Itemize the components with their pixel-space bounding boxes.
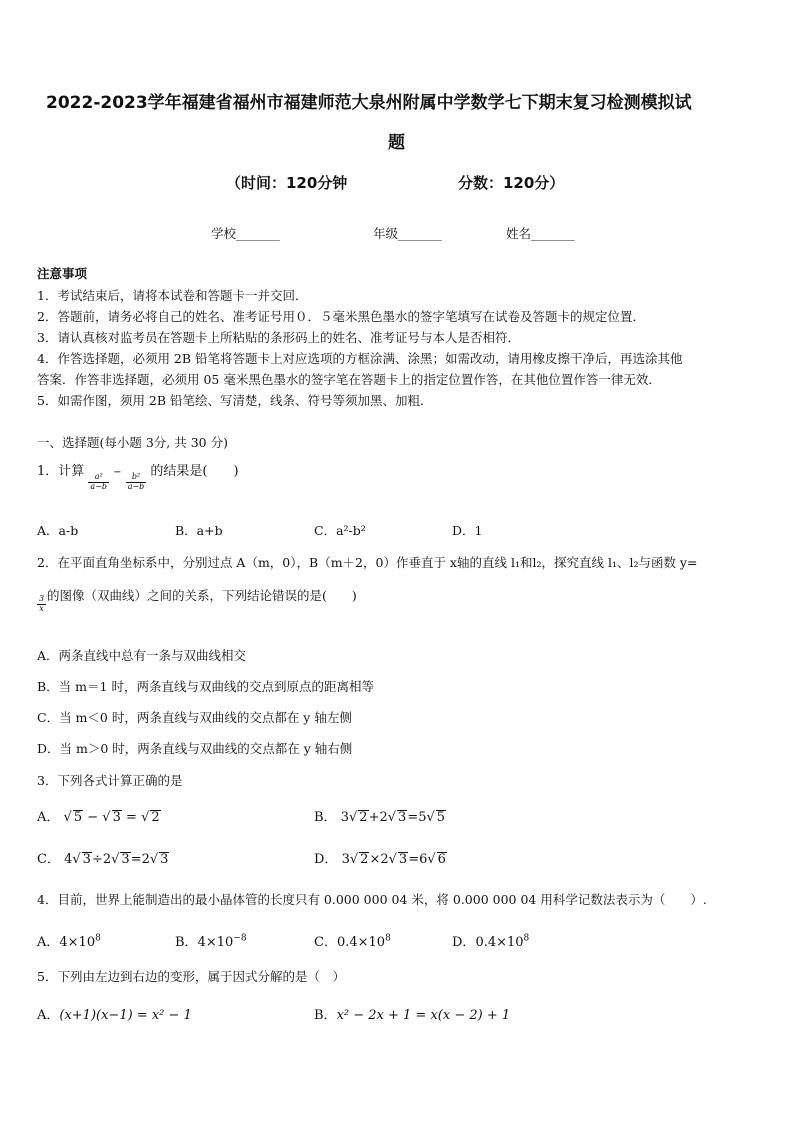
q1-fraction-2 [126, 473, 147, 492]
q4-option-c [314, 931, 391, 950]
q3-c-label: C． [37, 852, 60, 867]
q2-option-a: A．两条直线中总有一条与双曲线相交 [37, 648, 247, 663]
q3-a-label: A． [37, 810, 60, 825]
q2-frac-den: x [39, 604, 44, 613]
name-field: 姓名_______ [506, 226, 575, 241]
q3-a-term: 5 [73, 810, 83, 825]
q4-b-base: 4×10 [197, 935, 234, 950]
note-item: 3．请认真核对监考员在答题卡上所粘贴的条形码上的姓名、准考证号与本人是否相符． [37, 330, 520, 345]
q4-c-label: C． [314, 935, 337, 950]
q5-option-b [314, 1004, 510, 1023]
time-info: （时间：120分钟 [226, 174, 348, 192]
sqrt-icon: √ [348, 810, 358, 825]
q3-a-term: 3 [112, 810, 121, 825]
q3-a-op: = [126, 810, 137, 825]
q3-d-label: D． [314, 852, 338, 867]
q3-b-term: 2 [359, 810, 368, 825]
sqrt-icon: √ [388, 852, 397, 867]
q3-c-term: 3 [82, 852, 91, 867]
q1-fraction-1 [88, 473, 109, 492]
q2-fraction [37, 594, 46, 614]
q1-option-b: B．a+b [175, 523, 223, 538]
q1-frac2-num: b² [126, 473, 147, 483]
q3-b-term: 3 [398, 810, 407, 825]
q4-c-exp: 8 [385, 933, 391, 944]
q3-d-op: ×2 [369, 852, 389, 867]
sqrt-icon: √ [426, 810, 435, 825]
q3-c-coef: 4 [64, 852, 73, 867]
q1-frac1-den: a−b [90, 482, 108, 491]
q3-option-b [314, 806, 446, 826]
school-field: 学校_______ [211, 226, 280, 241]
q3-c-op: ÷2 [91, 852, 112, 867]
q1-option-a: A．a-b [37, 523, 79, 538]
q3-c-term: 3 [121, 852, 130, 867]
q2-stem-line1: 2．在平面直角坐标系中，分别过点 A（m，0），B（m＋2，0）作垂直于 x轴的直线 l₁和l₂，探究直线 l₁、l₂与函数 y= [37, 555, 698, 570]
section-heading: 一、选择题(每小题 3分, 共 30 分) [37, 435, 228, 450]
q2-frac-num: 3 [39, 594, 45, 604]
q3-b-term: 5 [436, 810, 446, 825]
q4-d-base: 0.4×10 [475, 935, 524, 950]
q4-a-base: 4×10 [59, 935, 96, 950]
sqrt-icon: √ [149, 852, 159, 867]
sqrt-icon: √ [111, 852, 120, 867]
q2-option-c: C．当 m＜0 时，两条直线与双曲线的交点都在 y 轴左侧 [37, 710, 352, 725]
q3-b-coef: 3 [340, 810, 349, 825]
q5-option-a [37, 1004, 192, 1023]
q3-stem: 3．下列各式计算正确的是 [37, 773, 183, 788]
q4-option-b [175, 931, 247, 950]
q5-stem: 5．下列由左边到右边的变形，属于因式分解的是（ ） [37, 969, 345, 984]
q5-b-expr: x² − 2x + 1 = x(x − 2) + 1 [336, 1008, 511, 1023]
sqrt-icon: √ [387, 810, 397, 825]
notes-heading: 注意事项 [37, 266, 88, 281]
q4-b-label: B． [175, 935, 198, 950]
q2-option-d: D．当 m＞0 时，两条直线与双曲线的交点都在 y 轴右侧 [37, 741, 353, 756]
sqrt-icon: √ [349, 852, 359, 867]
q4-d-exp: 8 [523, 933, 530, 944]
note-item: 答案．作答非选择题，必须用 05 毫米黑色墨水的签字笔在答题卡上的指定位置作答，在其他位置作答一律无效． [37, 372, 661, 387]
sqrt-icon: √ [141, 810, 150, 825]
q3-d-coef: 3 [341, 852, 350, 867]
q4-option-d [452, 931, 529, 950]
q3-b-op: =5 [407, 810, 427, 825]
q1-option-c: C．a²-b² [314, 523, 366, 538]
q3-b-op: +2 [368, 810, 388, 825]
grade-field: 年级_______ [373, 226, 442, 241]
doc-title-line1: 2022-2023学年福建省福州市福建师范大泉州附属中学数学七下期末复习检测模拟试 [46, 93, 692, 113]
q4-d-label: D． [452, 935, 476, 950]
q3-b-label: B． [314, 810, 337, 825]
q4-c-base: 0.4×10 [336, 935, 386, 950]
q3-d-op: =6 [408, 852, 428, 867]
q5-a-label: A． [37, 1008, 60, 1023]
q2-stem-line2: 的图像（双曲线）之间的关系，下列结论错误的是( ) [47, 588, 357, 603]
q3-d-term: 2 [360, 852, 369, 867]
q3-option-c [37, 848, 169, 868]
q3-option-d [314, 848, 447, 868]
sqrt-icon: √ [63, 810, 72, 825]
q3-option-a [37, 806, 161, 826]
q3-a-term: 2 [151, 810, 160, 825]
q2-option-b: B．当 m＝1 时，两条直线与双曲线的交点到原点的距离相等 [37, 679, 374, 694]
q3-c-term: 3 [160, 852, 169, 867]
q5-a-expr: (x+1)(x−1) = x² − 1 [59, 1008, 192, 1023]
q5-b-label: B． [314, 1008, 337, 1023]
note-item: 2．答题前，请务必将自己的姓名、准考证号用０．５毫米黑色墨水的签字笔填写在试卷及答题卡的规定位置． [37, 309, 645, 324]
q4-a-label: A． [37, 935, 60, 950]
note-item: 1．考试结束后，请将本试卷和答题卡一并交回． [37, 288, 308, 303]
q4-b-exp: −8 [233, 933, 247, 944]
q4-option-a [37, 931, 101, 950]
question-1 [37, 460, 239, 492]
q3-d-term: 6 [437, 852, 446, 867]
q1-suffix: 的结果是( ) [150, 464, 239, 479]
q1-minus: − [113, 467, 122, 478]
q3-c-op: =2 [130, 852, 150, 867]
q1-option-d: D．1 [452, 523, 483, 538]
note-item: 4．作答选择题，必须用 2B 铅笔将答题卡上对应选项的方框涂满、涂黑；如需改动，请用橡皮擦干净后，再选涂其他 [37, 351, 683, 366]
doc-title-line2: 题 [388, 133, 405, 153]
q4-stem: 4．目前，世界上能制造出的最小晶体管的长度只有 0.000 000 04 米，将 0.000 000 04 用科学记数法表示为（ ）. [37, 892, 707, 907]
q1-prefix: 1．计算 [37, 464, 85, 479]
score-info: 分数：120分） [458, 174, 565, 192]
q1-frac1-num: a² [88, 473, 109, 483]
sqrt-icon: √ [427, 852, 436, 867]
q4-a-exp: 8 [95, 933, 101, 944]
sqrt-icon: √ [102, 810, 111, 825]
sqrt-icon: √ [72, 852, 81, 867]
q3-d-term: 3 [398, 852, 408, 867]
q1-frac2-den: a−b [127, 482, 145, 491]
q3-a-op: − [87, 810, 99, 825]
note-item: 5．如需作图，须用 2B 铅笔绘、写清楚，线条、符号等须加黑、加粗． [37, 393, 433, 408]
